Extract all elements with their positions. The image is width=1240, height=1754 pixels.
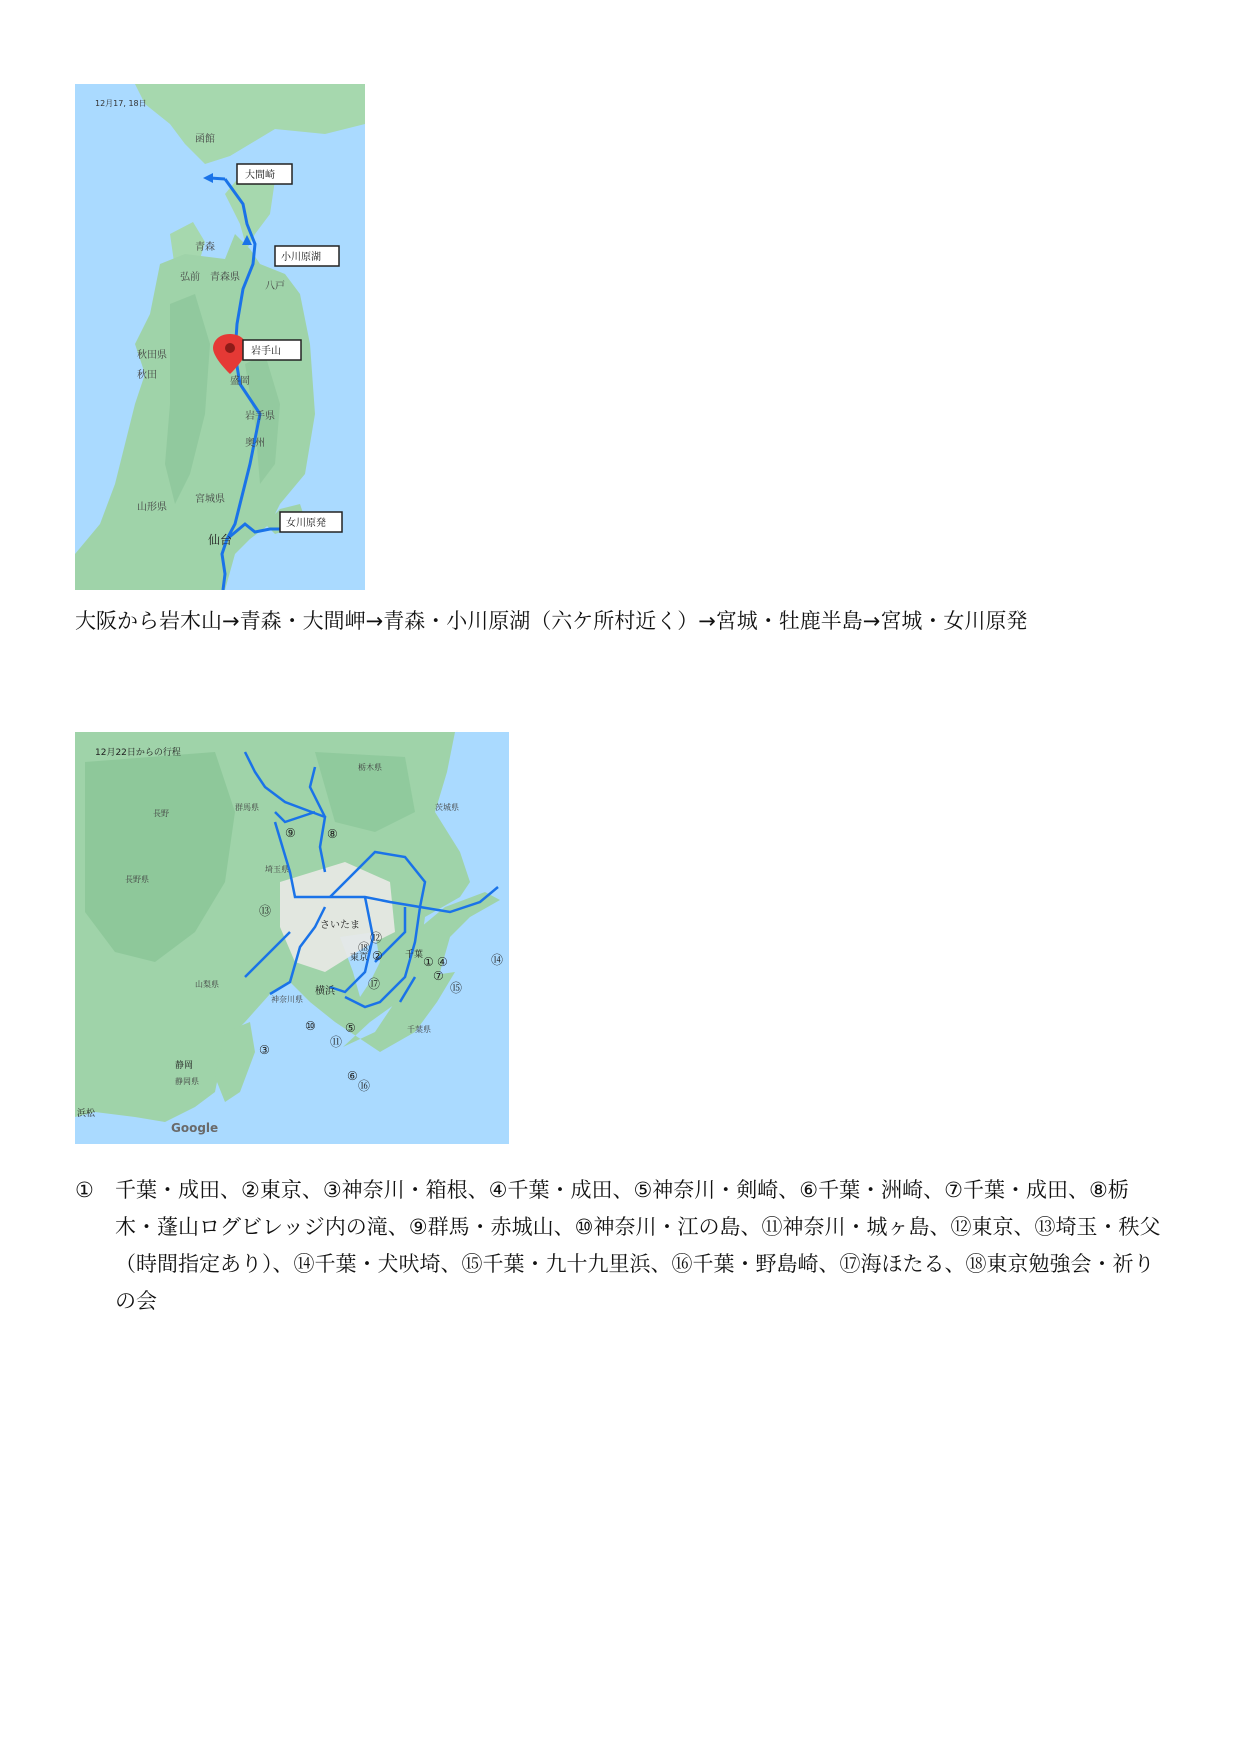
place-hachinohe: 八戸: [265, 281, 285, 292]
marker-8: ⑧: [327, 827, 338, 841]
marker-10: ⑩: [305, 1019, 316, 1033]
list-number: ①: [75, 1178, 94, 1202]
place-miyagi-pref: 宮城県: [195, 494, 225, 505]
marker-1: ①: [423, 955, 434, 969]
marker-4: ④: [437, 955, 448, 969]
place-morioka: 盛岡: [230, 376, 250, 387]
svg-text:岩手山: 岩手山: [251, 346, 281, 357]
place-nagano-pref: 長野県: [125, 875, 149, 884]
callout-onagawa: [280, 512, 342, 532]
place-tokyo: 東京: [350, 953, 369, 963]
map2-title: 12月22日からの行程: [95, 748, 181, 758]
route-caption: 大阪から岩木山→青森・大間岬→青森・小川原湖（六ケ所村近く）→宮城・牡鹿半島→宮城・女川原発: [75, 609, 1028, 633]
marker-17: ⑰: [368, 977, 381, 991]
marker-16: ⑯: [358, 1079, 371, 1093]
marker-18: ⑱: [358, 941, 371, 955]
place-shizuoka: 静岡: [175, 1061, 194, 1071]
place-yokohama: 横浜: [315, 986, 335, 997]
place-akita-pref: 秋田県: [137, 350, 167, 361]
place-oshu: 奥州: [245, 438, 265, 449]
destination-list: [75, 1172, 1165, 1320]
place-iwate-pref: 岩手県: [245, 411, 275, 422]
callout-iwate: [243, 340, 301, 360]
svg-text:女川原発: 女川原発: [286, 518, 326, 529]
place-saitama-pref: 埼玉県: [265, 865, 289, 874]
marker-9: ⑨: [285, 826, 296, 840]
svg-text:大間崎: 大間崎: [245, 170, 275, 181]
place-aomori: 青森: [195, 242, 215, 253]
marker-5: ⑤: [345, 1021, 356, 1035]
place-saitama: さいたま: [320, 920, 360, 931]
place-yamagata-pref: 山形県: [137, 502, 167, 513]
list-text: 千葉・成田、②東京、③神奈川・箱根、④千葉・成田、⑤神奈川・剣崎、⑥千葉・洲崎、⑦千葉・成田、⑧栃木・蓬山ログビレッジ内の滝、⑨群馬・赤城山、⑩神奈川・江の島、⑪神奈川・城ヶ島、⑫東京、⑬埼玉・秩父（時間指定あり）、⑭千葉・犬吠埼、⑮千葉・九十九里浜、⑯千葉・野島崎、⑰海ほたる、⑱東京勉強会・祈りの会: [115, 1178, 1161, 1313]
marker-15: ⑮: [450, 981, 463, 995]
marker-7: ⑦: [433, 969, 444, 983]
marker-6: ⑥: [347, 1069, 358, 1083]
kanto-route-map: [75, 732, 509, 1144]
marker-11: ⑪: [330, 1035, 343, 1049]
place-gunma: 群馬県: [235, 803, 259, 812]
place-hakodate: 函館: [195, 134, 215, 145]
place-nagano: 長野: [153, 809, 169, 818]
callout-oma: [237, 164, 292, 184]
place-yamanashi: 山梨県: [195, 980, 219, 989]
place-hirosaki: 弘前: [180, 272, 200, 283]
google-logo: Google: [171, 1121, 219, 1135]
marker-13: ⑬: [259, 904, 272, 918]
place-aomori-pref: 青森県: [210, 272, 240, 283]
place-hamamatsu: 浜松: [77, 1109, 96, 1119]
marker-12: ⑫: [370, 931, 383, 945]
place-chiba-pref: 千葉県: [407, 1025, 431, 1034]
place-akita: 秋田: [137, 370, 157, 381]
marker-3: ③: [259, 1043, 270, 1057]
marker-2: ②: [372, 949, 383, 963]
svg-text:小川原湖: 小川原湖: [281, 252, 321, 263]
map1-date-label: 12月17, 18日: [95, 99, 147, 108]
place-sendai: 仙台: [208, 533, 233, 547]
place-kanagawa: 神奈川県: [271, 995, 303, 1004]
place-chiba: 千葉: [405, 950, 424, 960]
marker-14: ⑭: [491, 953, 504, 967]
place-ibaraki: 茨城県: [435, 803, 459, 812]
place-shizuoka-pref: 静岡県: [175, 1077, 199, 1086]
callout-ogawara: [275, 246, 339, 266]
tohoku-route-map: [75, 84, 365, 590]
place-tochigi: 栃木県: [358, 763, 382, 772]
